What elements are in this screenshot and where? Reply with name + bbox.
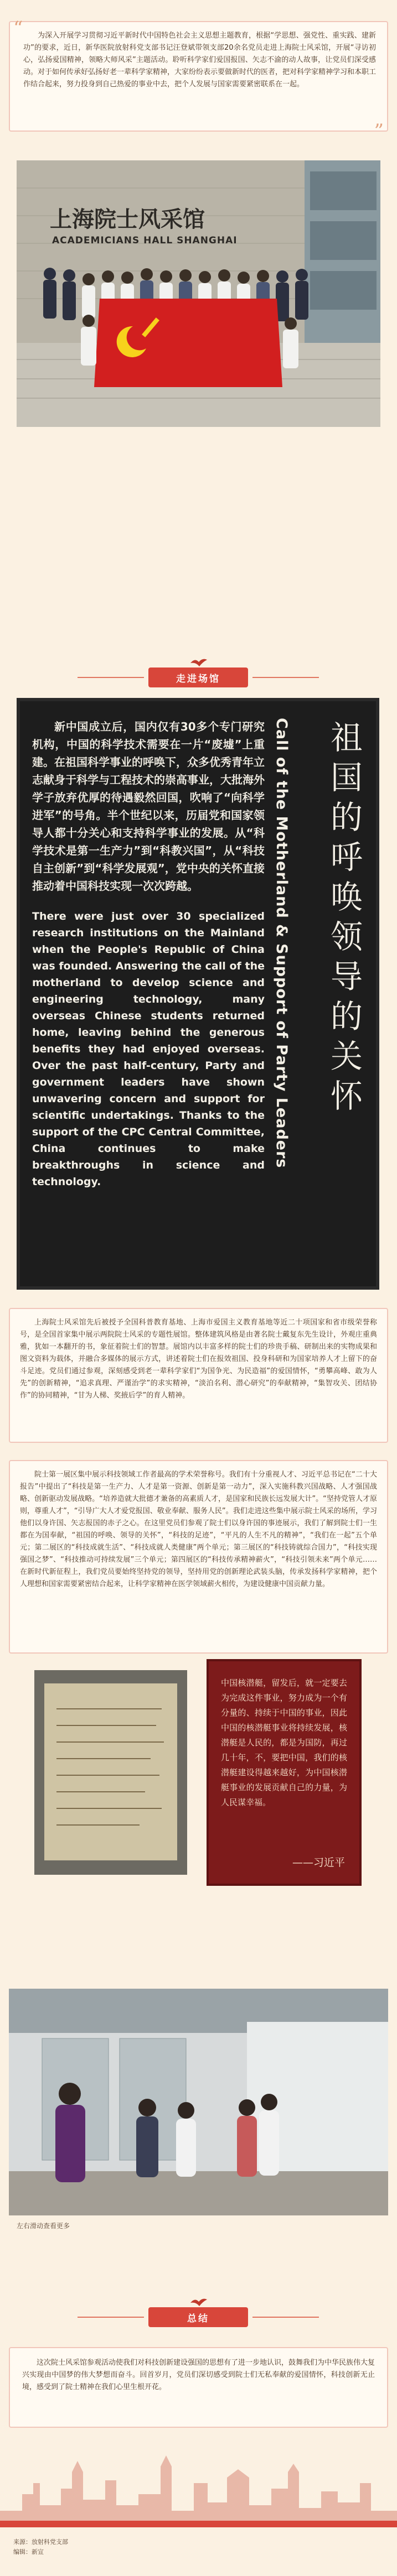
manuscript-photo-illustration <box>34 1670 187 1875</box>
section-heading-visit <box>0 661 397 694</box>
editor-line: 编辑：新宣 <box>13 2548 44 2556</box>
summary-card <box>9 2347 388 2428</box>
close-quote-icon: ” <box>374 120 384 142</box>
body-text-card-1 <box>9 1308 388 1443</box>
swallow-icon <box>189 2296 208 2308</box>
body-text-2: 院士第一展区集中展示科技领域工作者最高的学术荣誉称号。我们有十分重视人才、习近平总书记在“二十大报告”中提出了“科技是第一生产力、人才是第一资源、创新是第一动力”，深入实施科教兴国战略、人才强国战略、创新驱动发展战略。“培养造就大批德才兼备的高素质人才，是国家和民族长远发展大计”。“坚持党管人才原则，尊重人才”，“引导广大人才爱党报国、敬业奉献、服务人民”。我们走进这些集中展示院士风采的场所，学习他们以身许国、矢志报国的赤子之心。在这里党员们参观了院士们以身许国的事迹展示，我们了解到院士们一生都在为国奉献，“祖国的呼唤、领导的关怀”，“科技的足迹”，“平凡的人生不凡的精神”，“我们在一起”五个单元；第二展区的“科技成就生活”、“科技成就人类健康”两个单元；第三展区的“科技铸就综合国力”，“科技实现强国之梦”、“科技推动可持续发展”三个单元；第四展区的“科技传承精神薪火”，“科技引领未来”两个单元……在新时代新征程上，我们党员要始终坚持党的领导，坚持用党的创新理论武装头脑，传承发扬科学家精神，把个人理想和国家需要紧密结合起来，让科学家精神在医学领域薪火相传，为建设健康中国贡献力量。 <box>20 1470 377 1588</box>
intro-text: 为深入开展学习贯彻习近平新时代中国特色社会主义思想主题教育，根据“学思想、强党性、重实践、建新功”的要求，近日，新华医院放射科党支部书记汪登斌带领支部20余名党员走进上海院士风采馆，开展“寻访初心，弘扬爱国精神，领略大师风采”主题活动。聆听科学家们爱国报国、矢志不渝的动人故事，让党员们深受感动。对于如何传承好弘扬好老一辈科学家精神，大家纷纷表示要做新时代的医者，把对科学家精神学习和本职工作结合起来，努力投身到自己热爱的事业中去，把个人发展与国家需要紧密联系在一起。 <box>23 32 377 88</box>
body-text-1: 上海院士风采馆先后被授予全国科普教育基地、上海市爱国主义教育基地等近二十项国家和省市级荣誉称号，是全国首家集中展示两院院士风采的专题性展馆。整体建筑风格是由著名院士戴复东先生设计，外观庄重典雅，犹如一本翻开的书，象征着院士们的智慧。展馆内以丰富多样的院士们的珍贵手稿、研制出来的实物成果和图文资料为载体，并融合多媒体的展示方式，讲述着院士们在报效祖国、投身科研和为国家培养人才上留下的奋斗足迹。党员们通过参观，深刻感受到老一辈科学家们“为国争光、为民造福”的爱国情怀，“勇攀高峰、敢为人先”的创新精神，“追求真理、严谨治学”的求实精神，“淡泊名利、潜心研究”的奉献精神，“集智攻关、团结协作”的协同精神，“甘为人梯、奖掖后学”的育人精神。 <box>20 1318 377 1400</box>
exhibition-poster <box>17 698 379 1290</box>
poster-en-text: There were just over 30 specialized research institutions on the Mainland when the People's Republic of China was founded. Answering the call of the motherland to develop science and engineering technology, many overseas Chinese students returned home, leaving behind the generous benefits they had enjoyed overseas. Over the past half-century, Party and government leaders have shown unwavering concern and support for scientific undertakings. Thanks to the support of the CPC Central Committee, China continues to make breakthroughs in science and technology. <box>32 910 265 1188</box>
poster-cn-text: 新中国成立后，国内仅有30多个专门研究机构，中国的科学技术需要在一片“废墟”上重建。在祖国科学事业的呼唤下，众多优秀青年立志献身于科学与工程技术的崇高事业，大批海外学子放弃优厚的待遇毅然回国，吹响了“向科学进军”的号角。半个世纪以来，历届党和国家领导人都十分关心和支持科学事业的发展。从“科学技术是第一生产力”到“科教兴国”，从“科技自主创新”到“科学发展观”，党中央的关怀直接推动着中国科技实现一次次跨越。 <box>32 720 265 893</box>
quote-board <box>207 1659 362 1886</box>
source-line: 来源：放射科党支部 <box>13 2538 68 2546</box>
building-sign-cn: 上海院士风采馆 <box>50 207 205 232</box>
visitors-photo <box>9 1989 388 2215</box>
section-heading-summary <box>0 2301 397 2334</box>
poster-vertical-cn-title: 祖国的呼唤 领导的关怀 <box>330 719 363 1115</box>
source-block <box>13 2537 68 2557</box>
intro-card <box>9 17 388 142</box>
open-quote-icon: “ <box>13 17 23 39</box>
summary-text: 这次院士风采馆参观活动使我们对科技创新建设强国的思想有了进一步地认识，鼓舞我们为中华民族伟大复兴实现由中国梦的伟大梦想而奋斗。回首岁月，党员们深切感受到院士们无私奉献的爱国情怀，科技创新无止境，感受到了院士精神在我们心里生根开花。 <box>22 2359 375 2391</box>
poster-vertical-en-title: Call of the Motherland & Support of Party Leaders <box>273 718 290 1169</box>
manuscript-photo <box>34 1670 187 1875</box>
section-title-visit: 走进场馆 <box>148 668 248 687</box>
group-photo <box>17 160 380 427</box>
body-text-card-2 <box>9 1460 388 1654</box>
swallow-icon <box>189 656 208 669</box>
section-title-summary: 总结 <box>148 2307 248 2327</box>
group-photo-illustration <box>17 160 380 427</box>
quote-board-signature: ——习近平 <box>292 1857 345 1869</box>
quote-board-text: 中国核潜艇，留发后，就一定要去为完成这件事业，努力成为一个有分量的、持续于中国的事业，因此中国的核潜艇事业将持续发展，核潜艇是人民的，都是为国防，再过几十年，不，要把中国，我们的核潜艇建设得越来越好，为中国核潜艇事业的发展贡献自己的力量，为人民谋幸福。 <box>221 1678 347 1807</box>
photo-caption: 左右滑动查看更多 <box>17 2222 70 2230</box>
city-skyline-illustration <box>0 2450 397 2527</box>
poster-text-column <box>32 718 265 1190</box>
building-sign-en: ACADEMICIANS HALL SHANGHAI <box>52 235 238 246</box>
visitors-photo-illustration <box>9 1989 388 2215</box>
